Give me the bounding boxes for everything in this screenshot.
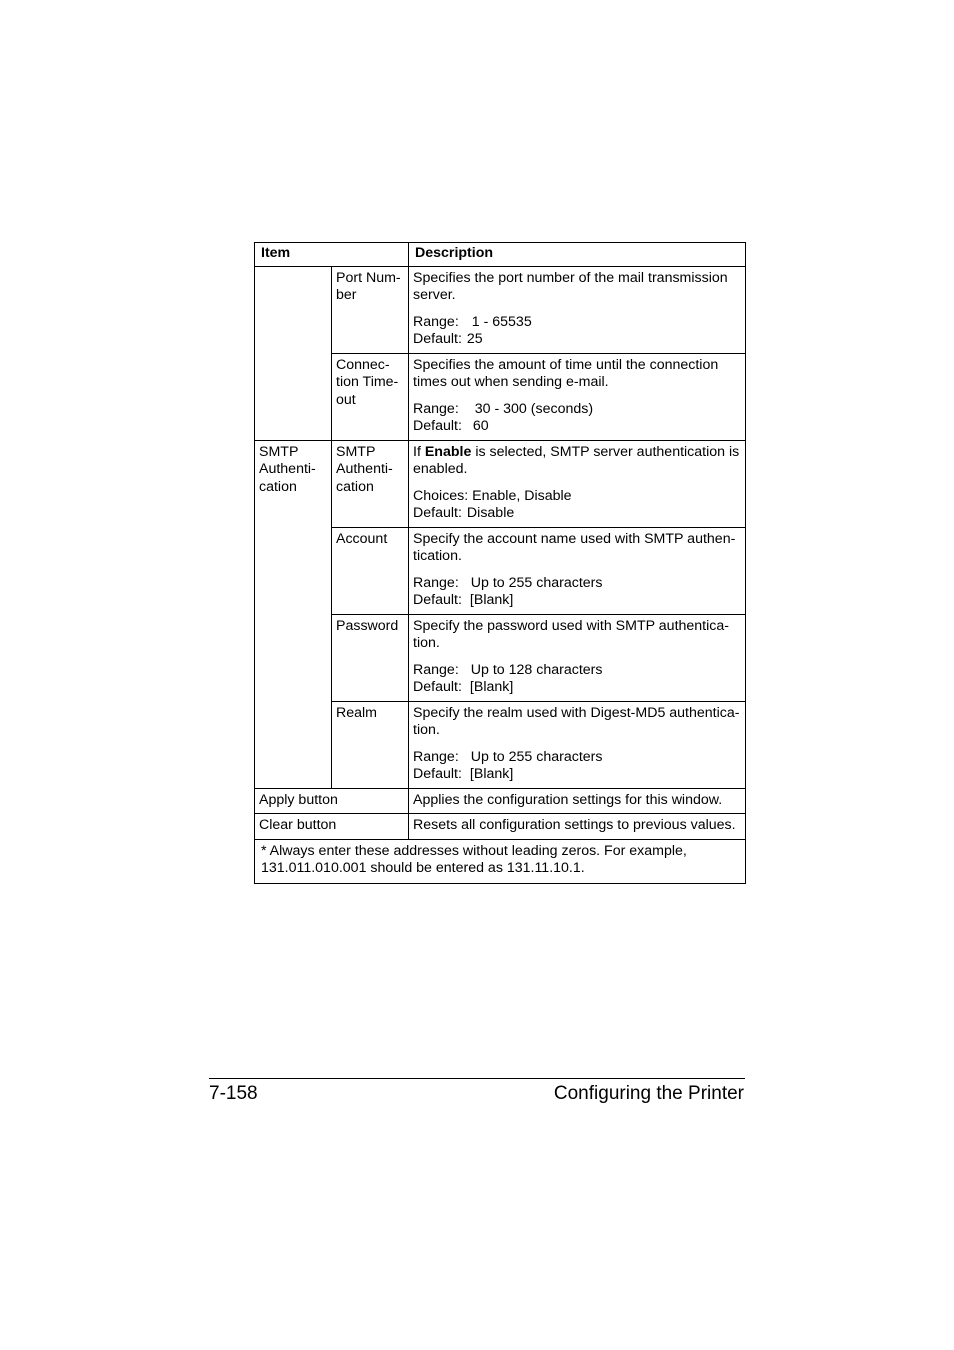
- item-password: Password: [332, 614, 409, 701]
- default-label: Default:: [413, 592, 462, 608]
- group-smtp-authentication: [255, 440, 332, 788]
- item-apply-button: Apply button: [255, 788, 409, 814]
- item-smtp-authentication: [332, 440, 409, 527]
- header-description: Description: [409, 243, 746, 267]
- connection-timeout-desc: Specifies the amount of time until the connection times out when sending e-mail.: [413, 356, 719, 390]
- default-value: [Blank]: [469, 679, 514, 695]
- port-number-label-line2: ber: [336, 287, 357, 303]
- description-connection-timeout: [409, 353, 746, 440]
- password-default: [413, 679, 741, 697]
- range-label: Range:: [413, 574, 459, 591]
- range-value: 30 - 300 (seconds): [474, 400, 594, 417]
- connection-timeout-default: [413, 418, 741, 436]
- description-account: [409, 527, 746, 614]
- smtp-auth-desc-bold: Enable: [424, 443, 472, 460]
- description-port-number: [409, 266, 746, 353]
- default-label: Default:: [413, 505, 462, 521]
- page-number: 7-158: [209, 1083, 258, 1104]
- account-range: [413, 575, 741, 593]
- connection-timeout-label-line3: out: [336, 391, 356, 408]
- section-title: Configuring the Printer: [553, 1083, 744, 1104]
- smtp-auth-label-line1: SMTP: [336, 443, 376, 460]
- port-number-desc: Specifies the port number of the mail transmission server.: [413, 269, 728, 303]
- item-realm: Realm: [332, 701, 409, 788]
- description-apply-button: Applies the configuration settings for this window.: [409, 788, 746, 814]
- smtp-auth-default: [413, 505, 741, 523]
- table-header-row: [255, 243, 746, 267]
- range-value: Up to 255 characters: [470, 748, 603, 765]
- smtp-auth-desc-post: is selected, SMTP server authentication is enabled.: [413, 443, 740, 477]
- default-value: 60: [472, 418, 489, 434]
- table-row-clear-button: [255, 814, 746, 840]
- description-clear-button: Resets all configuration settings to previous values.: [409, 814, 746, 840]
- item-account: Account: [332, 527, 409, 614]
- smtp-group-label-line3: cation: [259, 478, 297, 495]
- smtp-auth-label-line3: cation: [336, 478, 374, 495]
- range-value: 1 - 65535: [471, 313, 532, 330]
- range-value: Up to 255 characters: [470, 574, 603, 591]
- group-cell-blank: [255, 266, 332, 440]
- default-value: 25: [466, 331, 483, 347]
- default-label: Default:: [413, 679, 462, 695]
- table-note: * Always enter these addresses without leading zeros. For example, 131.011.010.001 should be entered as 131.11.10.1.: [255, 839, 746, 883]
- description-password: [409, 614, 746, 701]
- settings-table: [254, 242, 746, 884]
- smtp-auth-desc-pre: If: [413, 443, 425, 460]
- table-row-note: [255, 839, 746, 883]
- footer-divider: [209, 1078, 745, 1079]
- connection-timeout-label-line2: tion Time-: [336, 374, 399, 390]
- item-port-number: [332, 266, 409, 353]
- table-row-smtp-authentication: [255, 440, 746, 527]
- range-label: Range:: [413, 400, 459, 417]
- realm-default: [413, 766, 741, 784]
- default-value: [Blank]: [469, 592, 514, 608]
- item-clear-button: Clear button: [255, 814, 409, 840]
- description-smtp-authentication: [409, 440, 746, 527]
- account-default: [413, 592, 741, 610]
- smtp-group-label-line2: Authenti-: [259, 461, 316, 477]
- header-item: Item: [255, 243, 409, 267]
- connection-timeout-label-line1: Connec-: [336, 356, 390, 373]
- port-number-label-line1: Port Num-: [336, 269, 401, 286]
- table-row-port-number: [255, 266, 746, 353]
- range-value: Up to 128 characters: [470, 661, 603, 678]
- port-number-range: [413, 314, 741, 332]
- smtp-auth-desc: [413, 444, 741, 479]
- range-label: Range:: [413, 313, 459, 330]
- account-desc: Specify the account name used with SMTP authen-tication.: [413, 530, 736, 564]
- connection-timeout-range: [413, 401, 741, 419]
- default-label: Default:: [413, 331, 462, 347]
- port-number-default: [413, 331, 741, 349]
- range-label: Range:: [413, 661, 459, 678]
- range-label: Range:: [413, 748, 459, 765]
- smtp-group-label-line1: SMTP: [259, 443, 299, 460]
- smtp-auth-label-line2: Authenti-: [336, 461, 393, 477]
- default-value: [Blank]: [469, 766, 514, 782]
- default-label: Default:: [413, 766, 462, 782]
- item-connection-timeout: [332, 353, 409, 440]
- password-desc: Specify the password used with SMTP authentica-tion.: [413, 617, 729, 651]
- description-realm: [409, 701, 746, 788]
- smtp-auth-choices: Choices: Enable, Disable: [413, 487, 572, 504]
- realm-range: [413, 749, 741, 767]
- realm-desc: Specify the realm used with Digest-MD5 authentica-tion.: [413, 704, 740, 738]
- default-value: Disable: [466, 505, 515, 521]
- password-range: [413, 662, 741, 680]
- table-row-apply-button: [255, 788, 746, 814]
- default-label: Default:: [413, 418, 462, 434]
